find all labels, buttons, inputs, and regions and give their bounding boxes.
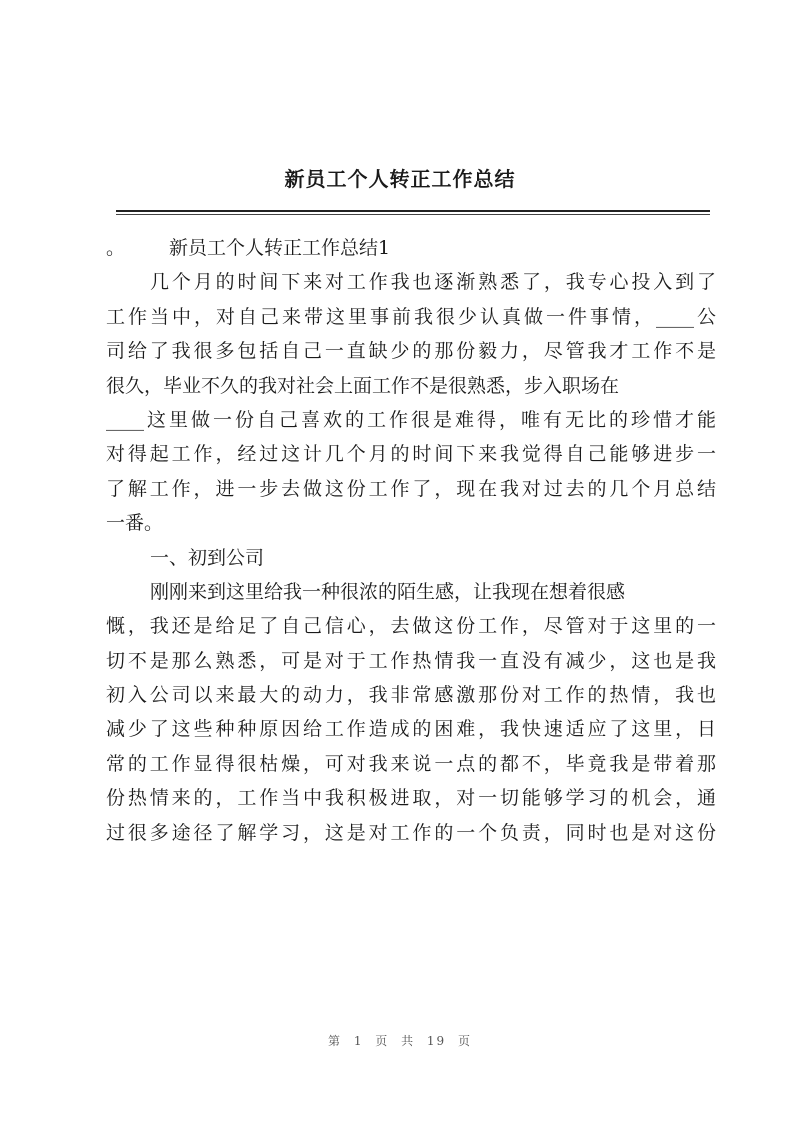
paragraph-1-line: 几个月的时间下来对工作我也逐渐熟悉了，我专心投入到了 xyxy=(150,271,716,294)
paragraph-1-line: 很久，毕业不久的我对社会上面工作不是很熟悉，步入职场在 xyxy=(106,374,620,397)
paragraph-1-line: 一番。 xyxy=(106,512,164,535)
paragraph-2-line: 慨，我还是给足了自己信心，去做这份工作，尽管对于这里的一 xyxy=(106,615,716,638)
paragraph-1-line: ____这里做一份自己喜欢的工作很是难得，唯有无比的珍惜才能 xyxy=(106,408,716,431)
lead-mark: 。 xyxy=(106,237,126,259)
paragraph-1-line: 工作当中，对自己来带这里事前我很少认真做一件事情，____公 xyxy=(106,305,716,328)
paragraph-2-line: 常的工作显得很枯燥，可对我来说一点的都不，毕竟我是带着那 xyxy=(106,752,716,775)
document-title: 新员工个人转正工作总结 xyxy=(284,167,516,191)
paragraph-1-line: 对得起工作，经过这计几个月的时间下来我觉得自己能够进步一 xyxy=(106,443,716,466)
paragraph-2-line: 份热情来的，工作当中我积极进取，对一切能够学习的机会，通 xyxy=(106,787,716,810)
paragraph-2-line: 刚刚来到这里给我一种很浓的陌生感，让我现在想着很感 xyxy=(150,580,626,603)
paragraph-1-line: 司给了我很多包括自己一直缺少的那份毅力，尽管我才工作不是 xyxy=(106,340,716,363)
title-rule-thin xyxy=(116,214,710,215)
paragraph-2-line: 切不是那么熟悉，可是对于工作热情我一直没有减少，这也是我 xyxy=(106,649,716,672)
title-rule-thick xyxy=(116,210,710,212)
paragraph-2-line: 减少了这些种种原因给工作造成的困难，我快速适应了这里，日 xyxy=(106,718,716,741)
section-heading: 新员工个人转正工作总结1 xyxy=(169,237,391,259)
section-heading-line xyxy=(106,231,716,265)
page-number-footer: 第 1 页 共 19 页 xyxy=(328,1034,472,1048)
paragraph-1-line: 了解工作，进一步去做这份工作了，现在我对过去的几个月总结 xyxy=(106,477,716,500)
subheading-first-arrival: 一、初到公司 xyxy=(150,546,265,569)
paragraph-2-line: 初入公司以来最大的动力，我非常感激那份对工作的热情，我也 xyxy=(106,684,716,707)
paragraph-2-line: 过很多途径了解学习，这是对工作的一个负责，同时也是对这份 xyxy=(106,821,716,844)
document-body xyxy=(106,231,716,850)
